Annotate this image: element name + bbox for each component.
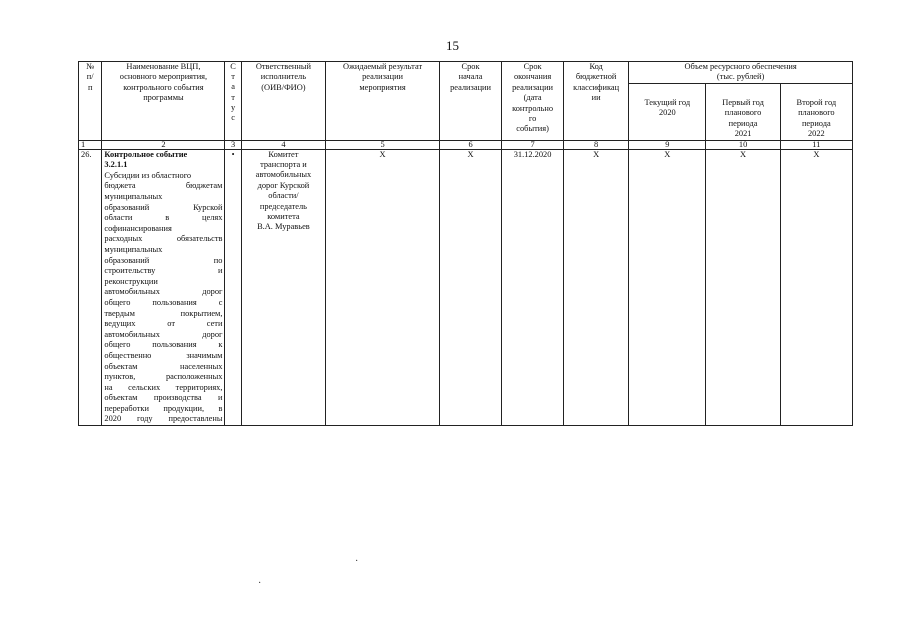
row-name-title: Контрольное событие: [104, 149, 188, 159]
row-status: •: [225, 149, 241, 425]
row-name-code: 3.2.1.1: [104, 160, 128, 170]
name-line: автомобильных дорог: [104, 287, 223, 297]
name-line: общественно значимым: [104, 350, 223, 360]
text-line: программы: [143, 93, 184, 103]
scan-speck: ·: [355, 556, 359, 567]
name-line: строительству и: [104, 266, 223, 276]
header-resource-group: [629, 62, 853, 84]
text-line: №: [86, 62, 95, 71]
header-col-status: [225, 62, 241, 141]
name-line: образований Курской: [104, 202, 223, 212]
header-col-executor: [241, 62, 325, 141]
text-line: Текущий год: [644, 98, 691, 107]
header-col-number: [79, 62, 102, 141]
row-name: [102, 149, 225, 425]
text-line: 2020: [658, 108, 676, 118]
name-line: бюджета бюджетам: [104, 181, 223, 191]
text-line: 2022: [807, 129, 825, 139]
text-line: Срок: [523, 62, 542, 71]
column-number: 10: [706, 140, 780, 149]
header-col-year-2020: [629, 84, 706, 141]
page-number: 15: [446, 38, 459, 53]
name-line: автомобильных дорог: [104, 329, 223, 339]
name-line: переработки продукции, в: [104, 403, 223, 413]
text-line: реализации: [362, 72, 404, 82]
text-line: с: [231, 113, 235, 123]
row-year-2022: X: [780, 149, 852, 425]
column-number: 5: [326, 140, 440, 149]
text-line: Ответственный: [255, 62, 311, 71]
row-number: 26.: [79, 149, 102, 425]
text-line: т: [231, 72, 235, 82]
header-col-end: [502, 62, 564, 141]
name-line: объектам населенных: [104, 361, 223, 371]
text-line: а: [231, 82, 235, 92]
text-line: периода: [728, 118, 758, 128]
name-line: твердым покрытием,: [104, 308, 223, 318]
row-year-2020: X: [629, 149, 706, 425]
name-line: общего пользования с: [104, 297, 223, 307]
name-line: ведущих от сети: [104, 319, 223, 329]
text-line: Наименование ВЦП,: [126, 62, 201, 71]
text-line: 2021: [734, 129, 752, 139]
row-executor: [241, 149, 325, 425]
text-line: мероприятия: [359, 82, 406, 92]
column-number: 4: [241, 140, 325, 149]
text-line: Ожидаемый результат: [343, 62, 423, 71]
text-line: ии: [591, 93, 601, 103]
text-line: Первый год: [722, 98, 764, 107]
text-line: (тыс. рублей): [716, 72, 765, 82]
name-line: образований по: [104, 255, 223, 265]
text-line: п/: [86, 72, 94, 82]
text-line: Второй год: [796, 98, 837, 107]
name-line: общего пользования к: [104, 340, 223, 350]
column-number: 9: [629, 140, 706, 149]
column-numbers-row: [79, 140, 853, 149]
text-line: Комитет: [268, 149, 299, 159]
text-line: основного мероприятия,: [119, 72, 208, 82]
text-line: дорог Курской: [257, 180, 310, 190]
table-row: [79, 149, 853, 425]
name-line: 2020 году предоставлены: [104, 414, 223, 424]
name-line: софинансирования: [104, 223, 172, 233]
text-line: В.А. Муравьев: [257, 222, 310, 232]
column-number: 1: [79, 140, 102, 149]
text-line: Код: [589, 62, 603, 71]
text-line: начала: [458, 72, 483, 82]
text-line: председатель: [259, 201, 307, 211]
header-row-1: [79, 62, 853, 84]
text-line: контрольно: [512, 103, 554, 113]
text-line: окончания: [513, 72, 552, 82]
control-events-table: [78, 61, 853, 426]
text-line: С: [230, 62, 236, 71]
row-name-body: [104, 171, 222, 425]
name-line: расходных обязательств: [104, 234, 223, 244]
row-end: 31.12.2020: [502, 149, 564, 425]
header-col-year-2021: [706, 84, 780, 141]
column-number: 8: [564, 140, 629, 149]
text-line: периода: [801, 118, 831, 128]
text-line: комитета: [267, 212, 300, 222]
text-line: у: [230, 102, 236, 112]
text-line: автомобильных: [255, 170, 312, 180]
name-line: на сельских территориях,: [104, 382, 223, 392]
header-col-year-2022: [780, 84, 852, 141]
text-line: реализации: [512, 82, 554, 92]
text-line: (ОИВ/ФИО): [261, 82, 306, 92]
header-col-name: [102, 62, 225, 141]
name-line: пунктов, расположенных: [104, 372, 223, 382]
name-line: области в целях: [104, 213, 223, 223]
text-line: Срок: [461, 62, 480, 71]
text-line: реализации: [450, 82, 492, 92]
text-line: го: [528, 114, 537, 124]
row-budget-code: X: [564, 149, 629, 425]
row-expected-result: X: [326, 149, 440, 425]
text-line: контрольного события: [123, 82, 204, 92]
name-line: объектам производства и: [104, 393, 223, 403]
text-line: области/: [268, 191, 299, 201]
name-line: реконструкции: [104, 276, 158, 286]
text-line: (дата: [523, 93, 542, 103]
column-number: 2: [102, 140, 225, 149]
text-line: бюджетной: [575, 72, 617, 82]
row-year-2021: X: [706, 149, 780, 425]
scan-speck: ·: [258, 578, 262, 589]
column-number: 7: [502, 140, 564, 149]
name-line: Субсидии из областного: [104, 170, 192, 180]
text-line: классификац: [573, 82, 620, 92]
header-col-expected-result: [326, 62, 440, 141]
text-line: исполнитель: [260, 72, 307, 82]
column-number: 3: [225, 140, 241, 149]
text-line: транспорта и: [260, 160, 307, 170]
column-number: 6: [440, 140, 502, 149]
header-col-start: [440, 62, 502, 141]
row-start: X: [440, 149, 502, 425]
text-line: п: [87, 82, 93, 92]
column-number: 11: [780, 140, 852, 149]
text-line: Объем ресурсного обеспечения: [684, 62, 797, 71]
text-line: планового: [724, 108, 762, 118]
name-line: муниципальных: [104, 244, 163, 254]
name-line: муниципальных: [104, 192, 163, 201]
text-line: события): [516, 124, 549, 134]
text-line: т: [231, 92, 235, 102]
text-line: планового: [798, 108, 835, 118]
header-col-budget-code: [564, 62, 629, 141]
